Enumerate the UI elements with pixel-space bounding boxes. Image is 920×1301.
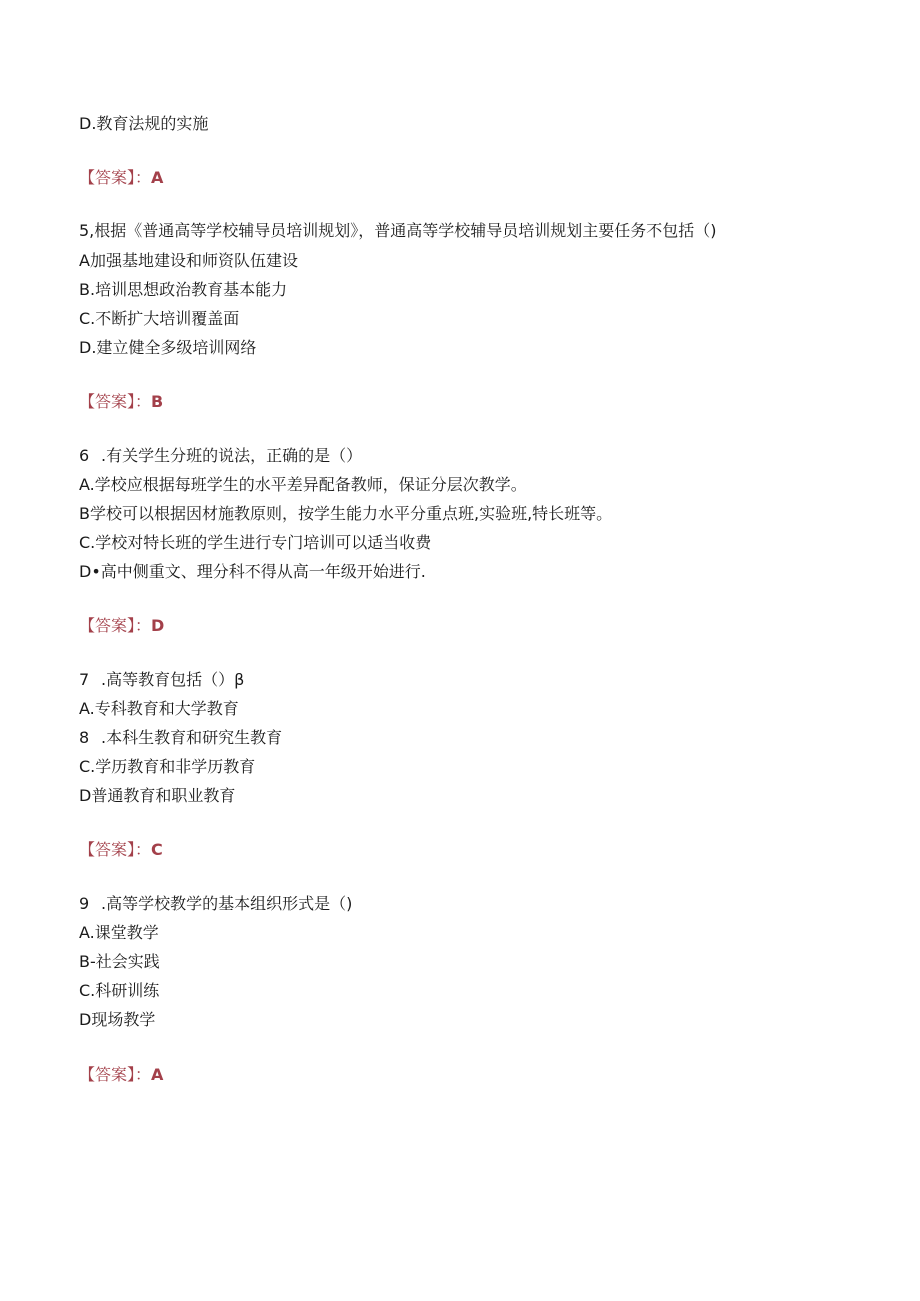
option-text: C.学历教育和非学历教育 [79, 757, 256, 776]
question-number: 7 [79, 670, 90, 689]
answer-label: 【答案】： [79, 840, 152, 859]
answer-label: 【答案】： [79, 616, 152, 635]
answer-value: A [151, 168, 164, 187]
question-line [79, 893, 352, 915]
answer-line [79, 167, 163, 189]
question-text: 5,根据《普通高等学校辅导员培训规划》，普通高等学校辅导员培训规划主要任务不包括（) [79, 221, 717, 240]
question-number: 8 [79, 728, 90, 747]
option-text: A.学校应根据每班学生的水平差异配备教师，保证分层次教学。 [79, 475, 527, 494]
answer-label: 【答案】： [79, 392, 152, 411]
answer-label: 【答案】： [79, 1065, 152, 1084]
option-text: D现场教学 [79, 1010, 156, 1029]
question-line [79, 445, 362, 467]
option-text: C.科研训练 [79, 981, 160, 1000]
question-text: .高等教育包括（）β [101, 670, 245, 689]
answer-line [79, 615, 164, 637]
question-text: .本科生教育和研究生教育 [101, 728, 283, 747]
answer-value: B [151, 392, 164, 411]
question-text: .高等学校教学的基本组织形式是（) [101, 894, 353, 913]
answer-line [79, 391, 163, 413]
option-text: D普通教育和职业教育 [79, 786, 236, 805]
option-text: A加强基地建设和师资队伍建设 [79, 251, 298, 270]
question-line [79, 727, 282, 749]
question-number: 6 [79, 446, 90, 465]
option-text: B-社会实践 [79, 952, 160, 971]
option-text: D.教育法规的实施 [79, 114, 209, 133]
answer-value: A [151, 1065, 164, 1084]
option-text: C.不断扩大培训覆盖面 [79, 309, 240, 328]
question-text: .有关学生分班的说法，正确的是（） [101, 446, 363, 465]
option-text: B.培训思想政治教育基本能力 [79, 280, 288, 299]
answer-value: D [151, 616, 165, 635]
option-text: B学校可以根据因材施教原则，按学生能力水平分重点班,实验班,特长班等。 [79, 504, 613, 523]
answer-value: C [151, 840, 163, 859]
option-text: D.建立健全多级培训网络 [79, 338, 257, 357]
answer-line [79, 1064, 163, 1086]
option-text: D•高中侧重文、理分科不得从高一年级开始进行. [79, 562, 426, 581]
option-text: C.学校对特长班的学生进行专门培训可以适当收费 [79, 533, 432, 552]
question-line [79, 669, 244, 691]
option-text: A.课堂教学 [79, 923, 159, 942]
answer-label: 【答案】： [79, 168, 152, 187]
question-number: 9 [79, 894, 90, 913]
option-text: A.专科教育和大学教育 [79, 699, 239, 718]
answer-line [79, 839, 163, 861]
